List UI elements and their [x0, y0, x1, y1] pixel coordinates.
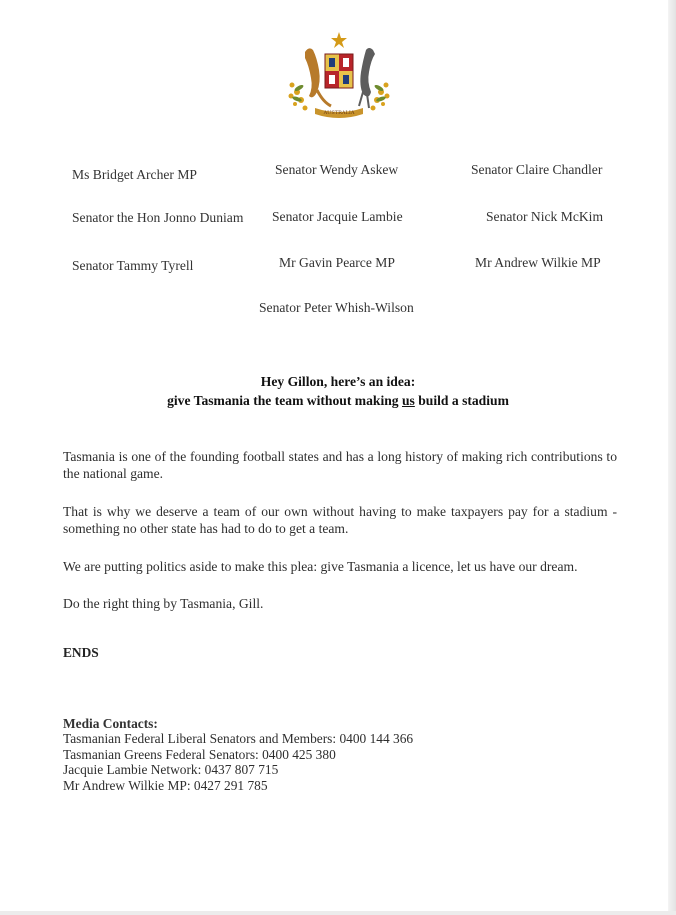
member-name: Senator Nick McKim [486, 209, 604, 224]
headline-line-2-start: give Tasmania the team without making [167, 393, 402, 408]
member-name: Mr Gavin Pearce MP [279, 255, 395, 270]
body-paragraph: We are putting politics aside to make this plea: give Tasmania a licence, let us have our dream. [63, 559, 578, 574]
member-name: Senator Wendy Askew [275, 162, 399, 177]
page-bottom-edge [0, 911, 676, 915]
contact-line: Tasmanian Greens Federal Senators: 0400 425 380 [63, 746, 336, 762]
body-paragraph: Do the right thing by Tasmania, Gill. [63, 596, 264, 611]
page-right-edge [668, 0, 676, 915]
headline-line-2 [0, 393, 676, 409]
body-paragraph: That is why we deserve a team of our own without having to make taxpayers pay for a stadium - something no other state has had to do to get a team. [63, 504, 617, 536]
headline-line-1: Hey Gillon, here’s an idea: [260, 374, 416, 389]
member-name: Senator the Hon Jonno Duniam [72, 210, 244, 225]
headline-underlined-word: us [401, 393, 415, 408]
media-contacts-label: Media Contacts: [63, 716, 158, 731]
headline-line-2-end: build a stadium [414, 393, 509, 408]
contact-line: Mr Andrew Wilkie MP: 0427 291 785 [63, 777, 268, 793]
body-paragraph: Tasmania is one of the founding football states and has a long history of making rich contributions to the national game. [63, 449, 617, 481]
member-name: Mr Andrew Wilkie MP [475, 255, 601, 270]
crest-motto: AUSTRALIA [323, 110, 355, 116]
member-name: Senator Peter Whish-Wilson [259, 300, 414, 315]
media-contacts [63, 716, 413, 793]
member-name: Senator Jacquie Lambie [272, 209, 403, 224]
contact-line: Tasmanian Federal Liberal Senators and Members: 0400 144 366 [63, 731, 414, 747]
member-name: Senator Tammy Tyrell [72, 258, 194, 273]
ends-marker: ENDS [63, 645, 99, 660]
contact-line: Jacquie Lambie Network: 0437 807 715 [63, 762, 279, 778]
coat-of-arms-icon [283, 30, 395, 120]
member-name: Ms Bridget Archer MP [72, 167, 197, 182]
member-name: Senator Claire Chandler [471, 162, 603, 177]
